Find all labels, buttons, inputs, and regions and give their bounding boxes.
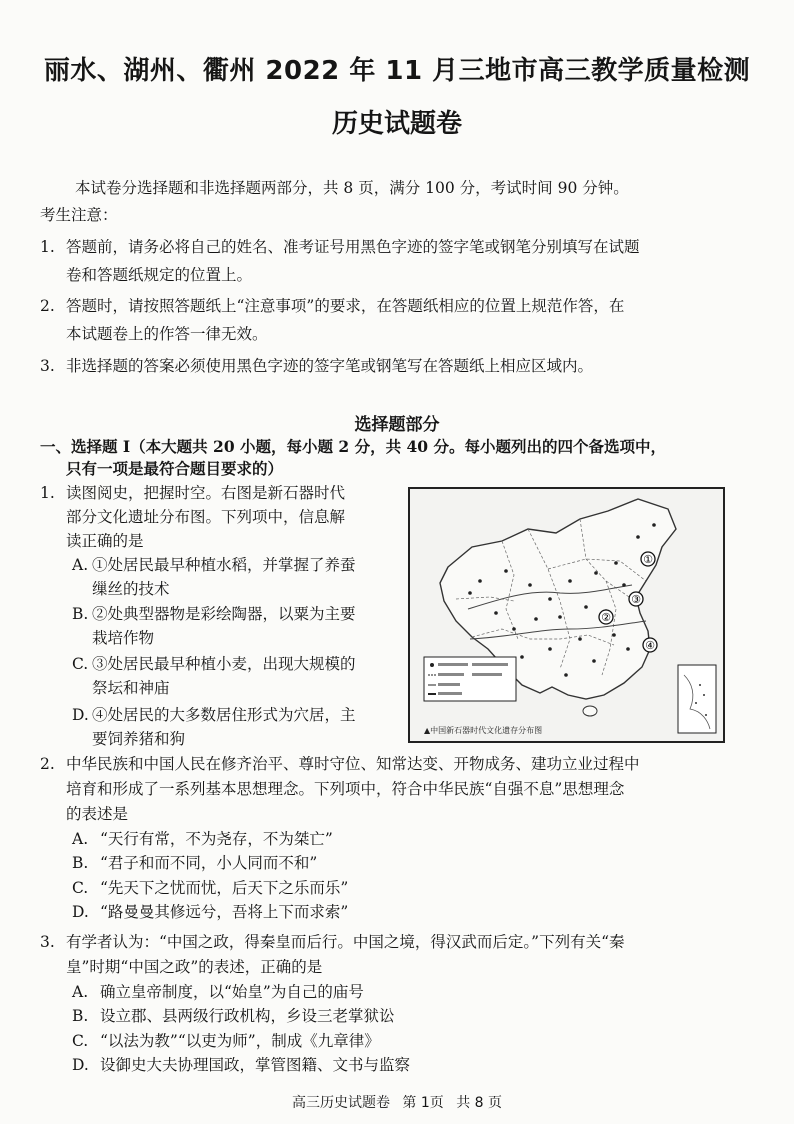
option-key: A. [72, 983, 89, 1001]
option-key: A. [72, 556, 89, 574]
option-key: B. [72, 1007, 89, 1025]
question-number: 1. [40, 484, 55, 502]
option-key: C. [72, 655, 89, 673]
question-stem: 中华民族和中国人民在修齐治平、尊时守位、知常达变、开物成务、建功立业过程中 [66, 755, 640, 773]
option-text: ④处居民的大多数居住形式为穴居，主 [92, 706, 356, 724]
option-key: D. [72, 706, 89, 724]
footer-exam-name: 高三历史试题卷 [291, 1095, 390, 1111]
exam-title: 丽水、湖州、衢州 2022 年 11 月三地市高三教学质量检测 [43, 56, 751, 86]
question-stem: 有学者认为：“中国之政，得秦皇而后行。中国之境，得汉武而后定。”下列有关“秦 [66, 933, 625, 951]
question-stem: 培育和形成了一系列基本思想理念。下列项中，符合中华民族“自强不息”思想理念 [66, 780, 625, 798]
question-stem: 的表述是 [66, 805, 129, 823]
china-map-image [410, 489, 723, 741]
marker-1 [641, 552, 655, 566]
option-text: “以法为教”“以吏为师”，制成《九章律》 [100, 1032, 380, 1050]
option-text: “君子和而不同，小人同而不和” [100, 854, 318, 872]
notice-item-line: 本试题卷上的作答一律无效。 [66, 325, 268, 343]
intro-text: 本试卷分选择题和非选择题两部分，共 8 页，满分 100 分，考试时间 90 分钟。 [75, 179, 629, 197]
option-key: A. [72, 830, 89, 848]
question-stem: 读图阅史，把握时空。右图是新石器时代 [66, 484, 346, 502]
neolithic-map-figure [408, 487, 725, 743]
hainan-island [583, 706, 597, 716]
option-text: 祭坛和神庙 [92, 679, 170, 697]
footer-page-number: 第 1页 [402, 1095, 444, 1111]
question-number: 2. [40, 755, 55, 773]
notice-item-line: 卷和答题纸规定的位置上。 [66, 266, 253, 284]
question-stem: 读正确的是 [66, 532, 144, 550]
notice-item-line: 非选择题的答案必须使用黑色字迹的签字笔或钢笔写在答题纸上相应区域内。 [66, 357, 594, 375]
exam-subtitle: 历史试题卷 [331, 109, 462, 139]
south-sea-inset [678, 665, 716, 733]
option-text: ③处居民最早种植小麦，出现大规模的 [92, 655, 356, 673]
notice-item-line: 答题时，请按照答题纸上“注意事项”的要求，在答题纸相应的位置上规范作答，在 [66, 297, 625, 315]
marker-2 [599, 610, 613, 624]
option-text: “天行有常，不为尧存，不为桀亡” [100, 830, 333, 848]
option-text: ①处居民最早种植水稻，并掌握了养蚕 [92, 556, 356, 574]
option-key: B. [72, 854, 89, 872]
question-stem: 皇”时期“中国之政”的表述，正确的是 [66, 958, 323, 976]
map-legend [424, 657, 516, 701]
option-text: 栽培作物 [92, 629, 155, 647]
option-text: 要饲养猪和狗 [92, 730, 186, 748]
svg-text:②: ② [601, 611, 611, 624]
map-caption: ▲中国新石器时代文化遗存分布图 [424, 726, 543, 735]
option-text: “路曼曼其修远兮，吾将上下而求索” [100, 903, 349, 921]
notice-heading: 考生注意： [40, 206, 118, 224]
svg-text:④: ④ [645, 639, 655, 652]
option-text: 确立皇帝制度，以“始皇”为自己的庙号 [100, 983, 364, 1001]
part-heading: 一、选择题 I（本大题共 20 小题，每小题 2 分，共 40 分。每小题列出的四个备选项中， [40, 437, 666, 456]
section-title: 选择题部分 [354, 415, 440, 435]
option-key: D. [72, 1056, 89, 1074]
option-key: B. [72, 605, 89, 623]
svg-text:③: ③ [631, 593, 641, 606]
option-key: C. [72, 1032, 89, 1050]
option-text: ②处典型器物是彩绘陶器，以粟为主要 [92, 605, 356, 623]
option-key: C. [72, 879, 89, 897]
notice-item-line: 答题前，请务必将自己的姓名、准考证号用黑色字迹的签字笔或钢笔分别填写在试题 [66, 238, 640, 256]
footer-page-total: 共 8 页 [456, 1095, 503, 1111]
svg-text:①: ① [643, 553, 653, 566]
option-text: 设御史大夫协理国政，掌管图籍、文书与监察 [100, 1056, 411, 1074]
notice-item-number: 1. [40, 238, 55, 256]
notice-item-number: 3. [40, 357, 55, 375]
notice-item-number: 2. [40, 297, 55, 315]
question-number: 3. [40, 933, 55, 951]
part-heading-cont: 只有一项是最符合题目要求的） [66, 459, 284, 478]
option-key: D. [72, 903, 89, 921]
page-footer [0, 1092, 794, 1112]
option-text: 设立郡、县两级行政机构，乡设三老掌狱讼 [100, 1007, 395, 1025]
option-text: 缫丝的技术 [92, 580, 170, 598]
marker-4 [643, 638, 657, 652]
marker-3 [629, 592, 643, 606]
option-text: “先天下之忧而忧，后天下之乐而乐” [100, 879, 349, 897]
question-stem: 部分文化遗址分布图。下列项中，信息解 [66, 508, 346, 526]
